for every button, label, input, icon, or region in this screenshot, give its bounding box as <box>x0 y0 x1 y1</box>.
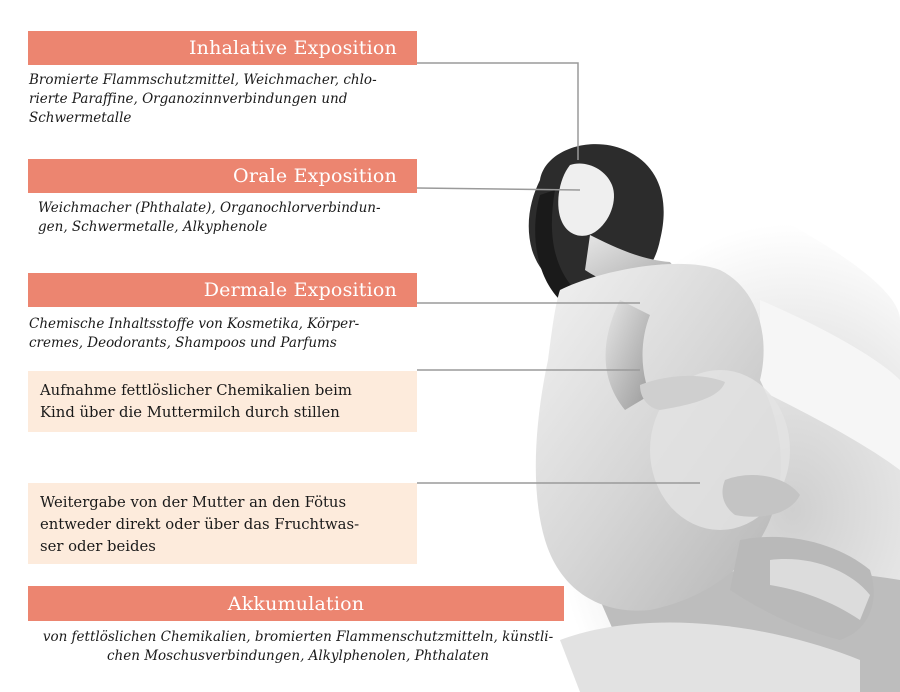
desc-orale-exposition <box>38 199 418 237</box>
header-akkumulation: Akkumulation <box>28 586 564 621</box>
box-line: Aufnahme fettlöslicher Chemikalien beim <box>40 382 352 399</box>
desc-dermale-exposition <box>29 315 419 353</box>
desc-line: gen, Schwermetalle, Alkyphenole <box>38 219 268 235</box>
desc-inhalative-exposition <box>29 71 419 128</box>
box-foetus <box>28 483 417 564</box>
desc-line: chen Moschusverbindungen, Alkylphenolen, Phthalaten <box>107 648 489 664</box>
header-dermale-exposition: Dermale Exposition <box>28 273 417 307</box>
box-line: entweder direkt oder über das Fruchtwas- <box>40 516 360 533</box>
box-line: ser oder beides <box>40 538 156 555</box>
desc-line: cremes, Deodorants, Shampoos und Parfums <box>29 335 337 351</box>
desc-line: von fettlöslichen Chemikalien, bromierten Flammenschutzmitteln, künstli- <box>42 629 554 645</box>
box-line: Kind über die Muttermilch durch stillen <box>40 404 340 421</box>
desc-line: Schwermetalle <box>29 110 132 126</box>
desc-line: Chemische Inhaltsstoffe von Kosmetika, Körper- <box>29 316 360 332</box>
desc-line: Bromierte Flammschutzmittel, Weichmacher, chlo- <box>29 72 377 88</box>
desc-line: Weichmacher (Phthalate), Organochlorverbindun- <box>38 200 381 216</box>
header-inhalative-exposition: Inhalative Exposition <box>28 31 417 65</box>
box-line: Weitergabe von der Mutter an den Fötus <box>40 494 347 511</box>
header-orale-exposition: Orale Exposition <box>28 159 417 193</box>
connector-line-orale <box>417 188 580 190</box>
desc-line: rierte Paraffine, Organozinnverbindungen und <box>29 91 348 107</box>
connector-line-inhalative <box>417 63 578 160</box>
box-muttermilch <box>28 371 417 432</box>
desc-akkumulation <box>28 628 568 666</box>
